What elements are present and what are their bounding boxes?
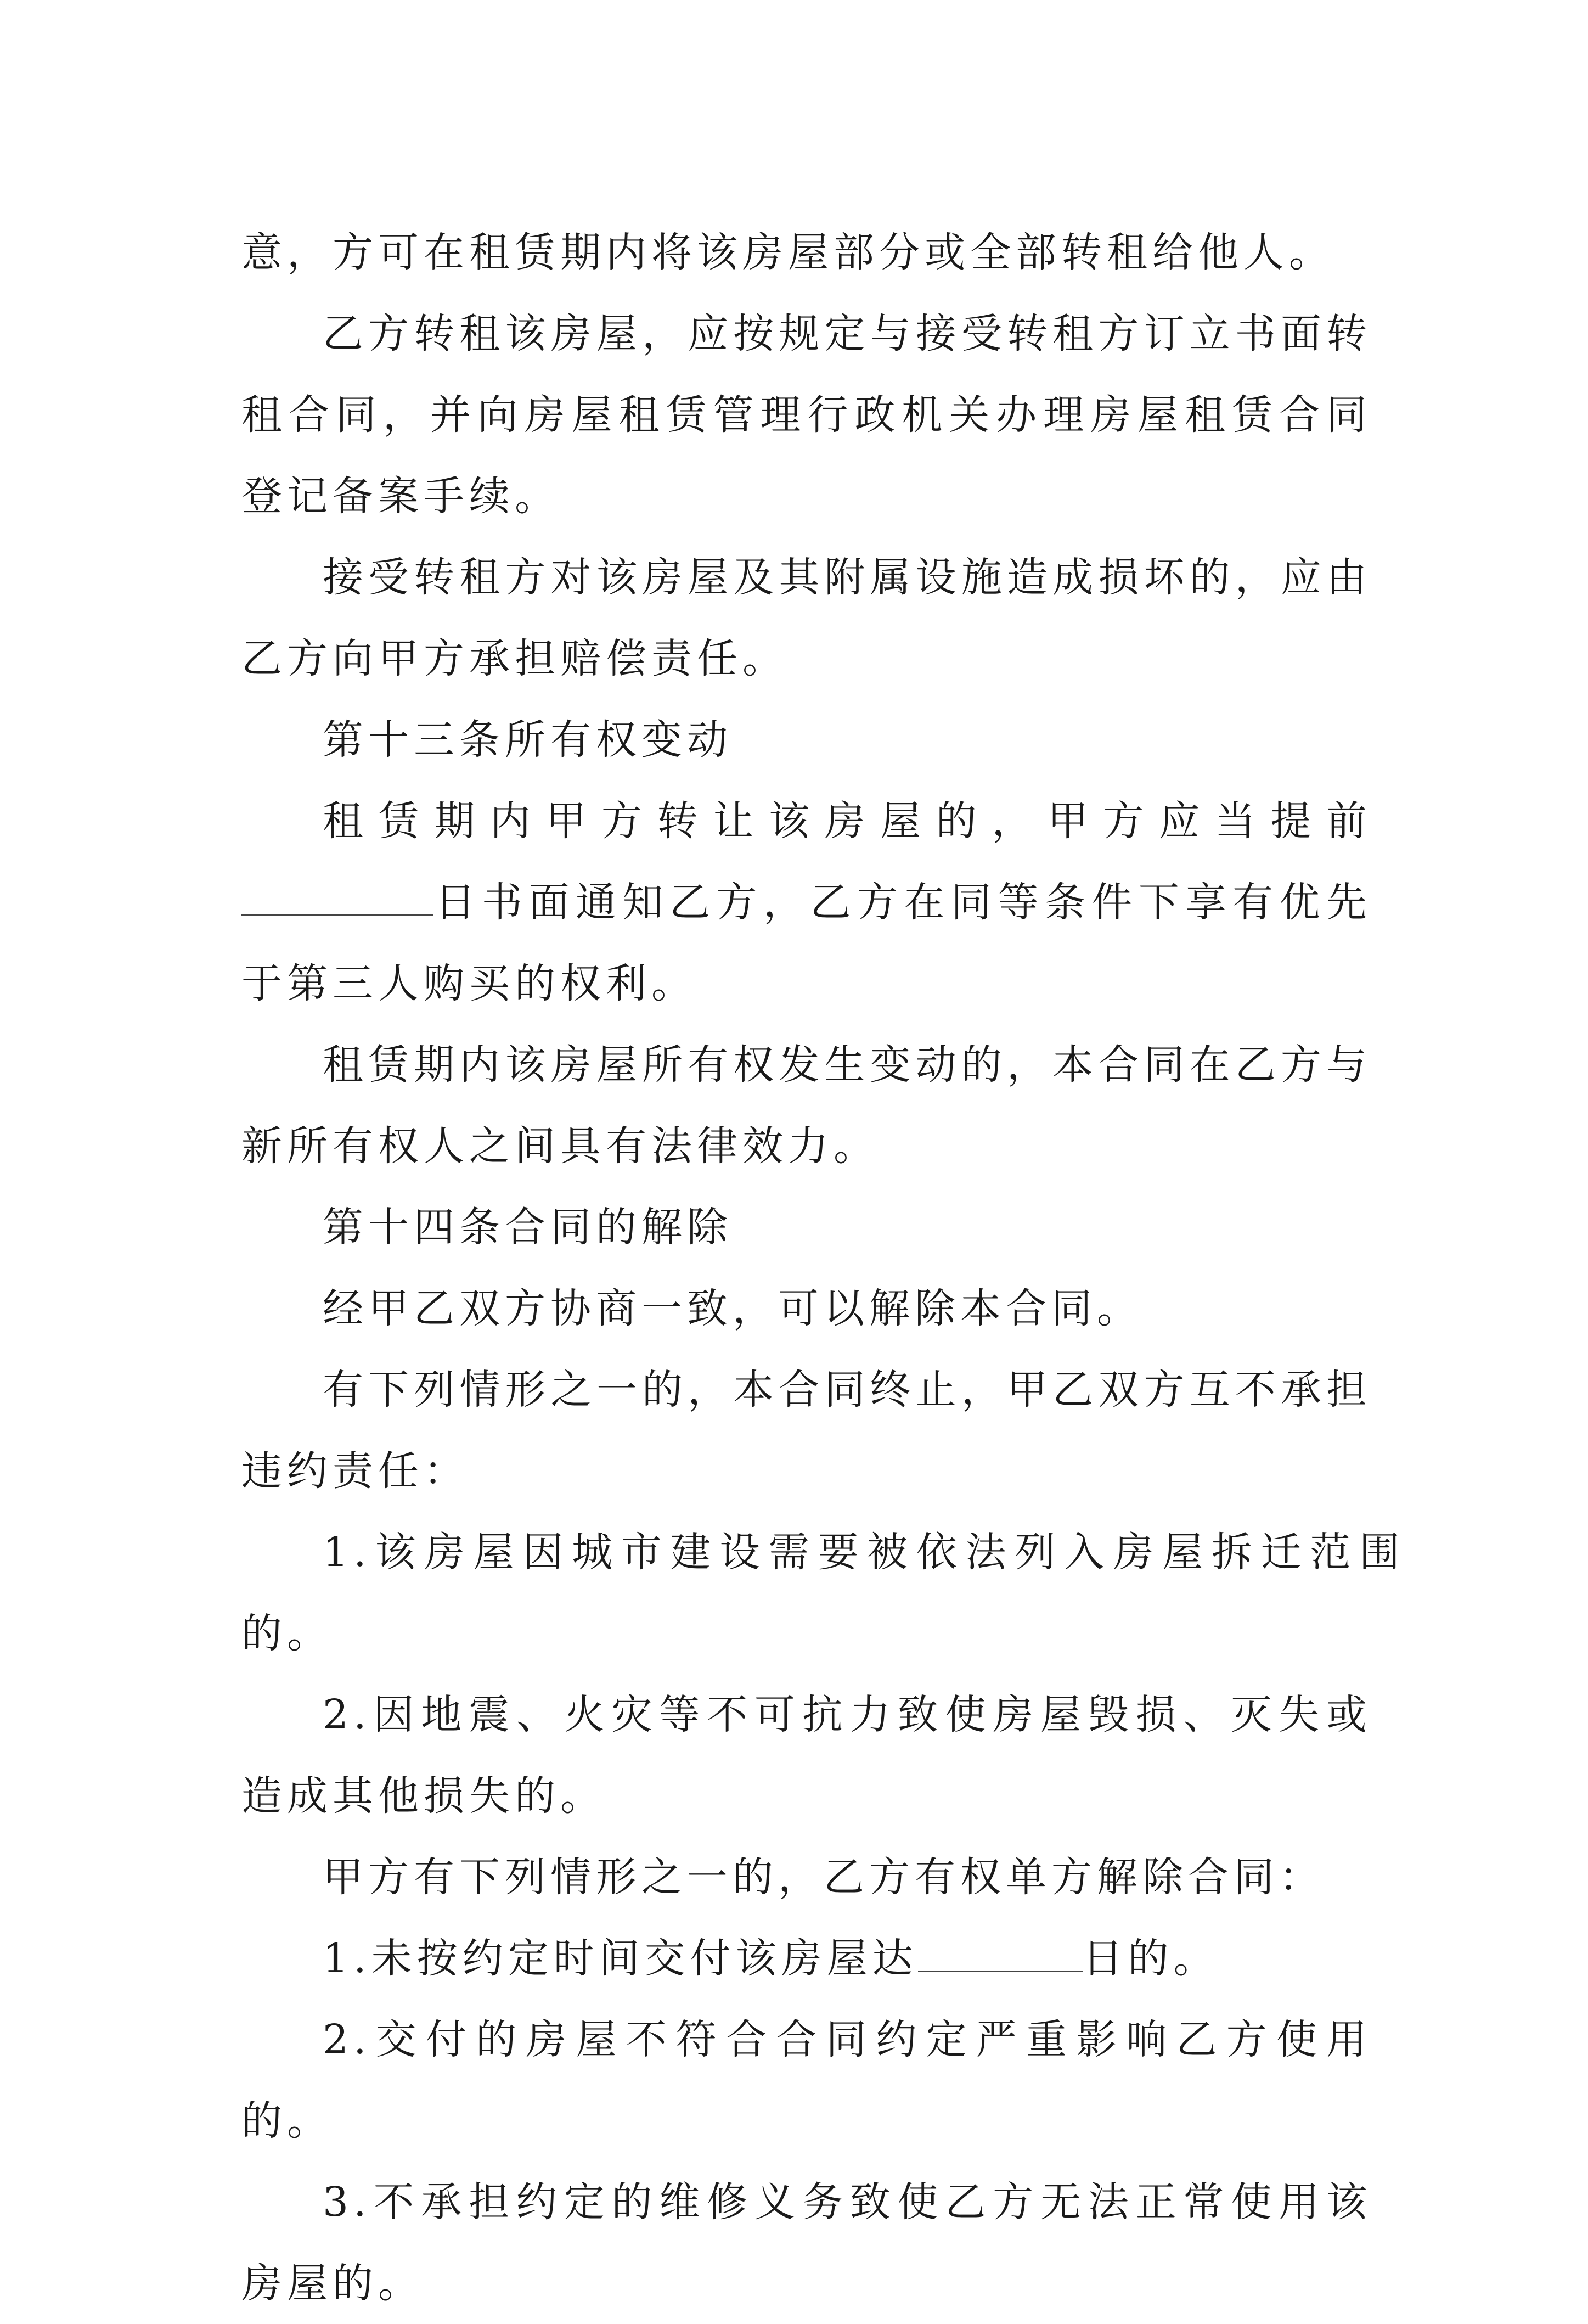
paragraph-mutual-termination: 经甲乙双方协商一致，可以解除本合同。 <box>323 1285 1142 1332</box>
late-days-blank <box>918 1934 1083 1972</box>
notice-days-blank <box>241 878 433 916</box>
transfer-notice-text-after: 日书面通知乙方，乙方在同等条件下享有优先于第三人购买的权利。 <box>241 879 1372 1007</box>
article-13-heading: 第十三条所有权变动 <box>323 716 733 764</box>
document-body <box>241 212 1405 2324</box>
late-delivery-text-before: 1.未按约定时间交付该房屋达 <box>323 1935 918 1982</box>
paragraph-continuation: 意，方可在租赁期内将该房屋部分或全部转租给他人。 <box>241 229 1334 276</box>
article-14-heading: 第十四条合同的解除 <box>323 1204 733 1251</box>
paragraph-termination-conditions: 有下列情形之一的，本合同终止，甲乙双方互不承担违约责任： <box>241 1366 1372 1495</box>
paragraph-transfer-notice <box>241 781 1372 1024</box>
list-item-force-majeure: 2.因地震、火灾等不可抗力致使房屋毁损、灭失或造成其他损失的。 <box>241 1691 1372 1820</box>
list-item-nonconforming: 2.交付的房屋不符合合同约定严重影响乙方使用的。 <box>241 2016 1372 2145</box>
paragraph-lessee-rights: 甲方有下列情形之一的，乙方有权单方解除合同： <box>323 1854 1325 1901</box>
list-item-late-delivery <box>241 1918 1372 1999</box>
list-item-demolition: 1.该房屋因城市建设需要被依法列入房屋拆迁范围的。 <box>241 1529 1405 1657</box>
paragraph-ownership-change: 租赁期内该房屋所有权发生变动的，本合同在乙方与新所有权人之间具有法律效力。 <box>241 1041 1372 1170</box>
list-item-maintenance: 3.不承担约定的维修义务致使乙方无法正常使用该房屋的。 <box>241 2179 1372 2307</box>
late-delivery-text-after: 日的。 <box>1082 1935 1219 1982</box>
paragraph-sublease-damage: 接受转租方对该房屋及其附属设施造成损坏的，应由乙方向甲方承担赔偿责任。 <box>241 554 1372 682</box>
paragraph-sublease-contract: 乙方转租该房屋，应按规定与接受转租方订立书面转租合同，并向房屋租赁管理行政机关办理房屋租赁合同登记备案手续。 <box>241 310 1372 520</box>
transfer-notice-text-before: 租赁期内甲方转让该房屋的，甲方应当提前 <box>323 798 1372 845</box>
